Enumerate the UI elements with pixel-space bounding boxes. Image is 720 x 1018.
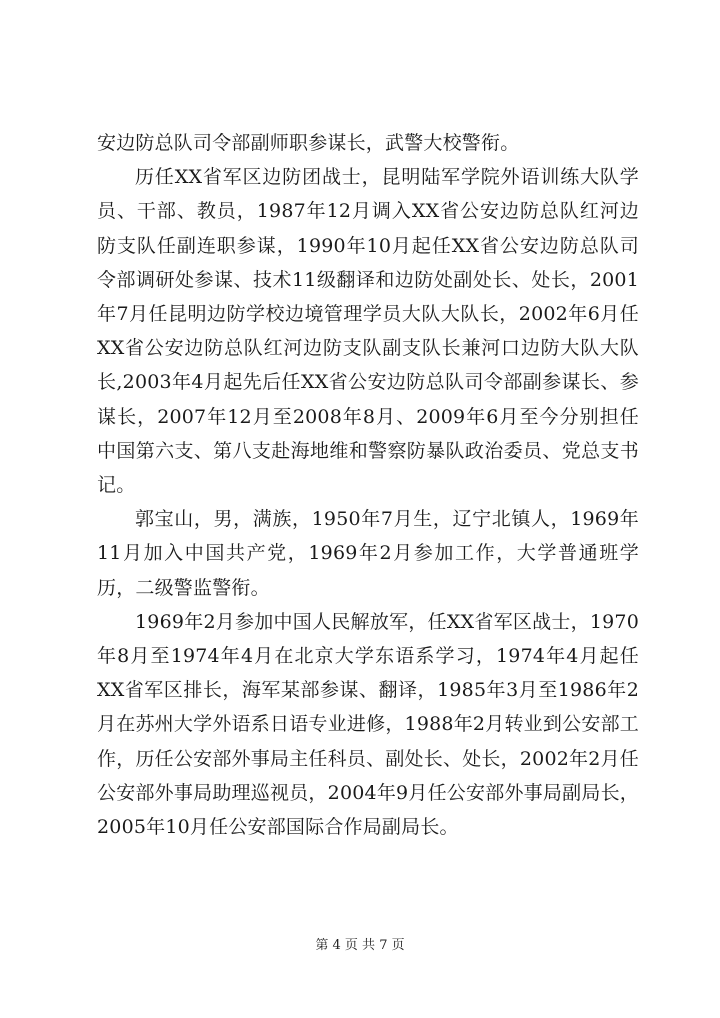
paragraph-career-history-1: 历任XX省军区边防团战士，昆明陆军学院外语训练大队学员、干部、教员，1987年12月调入XX省公安边防总队红河边防支队任副连职参谋，1990年10月起任XX省公安边防总队司令部调研处参谋、技术11级翻译和边防处副处长、处长，2001年7月任昆明边防学校边境管理学员大队大队长，2002年6月任XX省公安边防总队红河边防支队副支队长兼河口边防大队大队长,2003年4月起先后任XX省公安边防总队司令部副参谋长、参谋长，2007年12月至2008年8月、2009年6月至今分别担任中国第六支、第八支赴海地维和警察防暴队政治委员、党总支书记。 — [97, 166, 639, 497]
paragraph-continuation: 安边防总队司令部副师职参谋长，武警大校警衔。 — [97, 132, 520, 154]
page-number: 第 4 页 共 7 页 — [315, 938, 405, 953]
page-footer — [0, 934, 720, 953]
paragraph-career-history-2: 1969年2月参加中国人民解放军，任XX省军区战士，1970年8月至1974年4月在北京大学东语系学习，1974年4月起任XX省军区排长，海军某部参谋、翻译，1985年3月至1986年2月在苏州大学外语系日语专业进修，1988年2月转业到公安部工作，历任公安部外事局主任科员、副处长、处长，2002年2月任公安部外事局助理巡视员，2004年9月任公安部外事局副局长，2005年10月任公安部国际合作局副局长。 — [97, 610, 639, 839]
paragraph-bio-guo-baoshan: 郭宝山，男，满族，1950年7月生，辽宁北镇人，1969年11月加入中国共产党，1969年2月参加工作，大学普通班学历，二级警监警衔。 — [97, 508, 639, 599]
document-body — [97, 126, 639, 844]
